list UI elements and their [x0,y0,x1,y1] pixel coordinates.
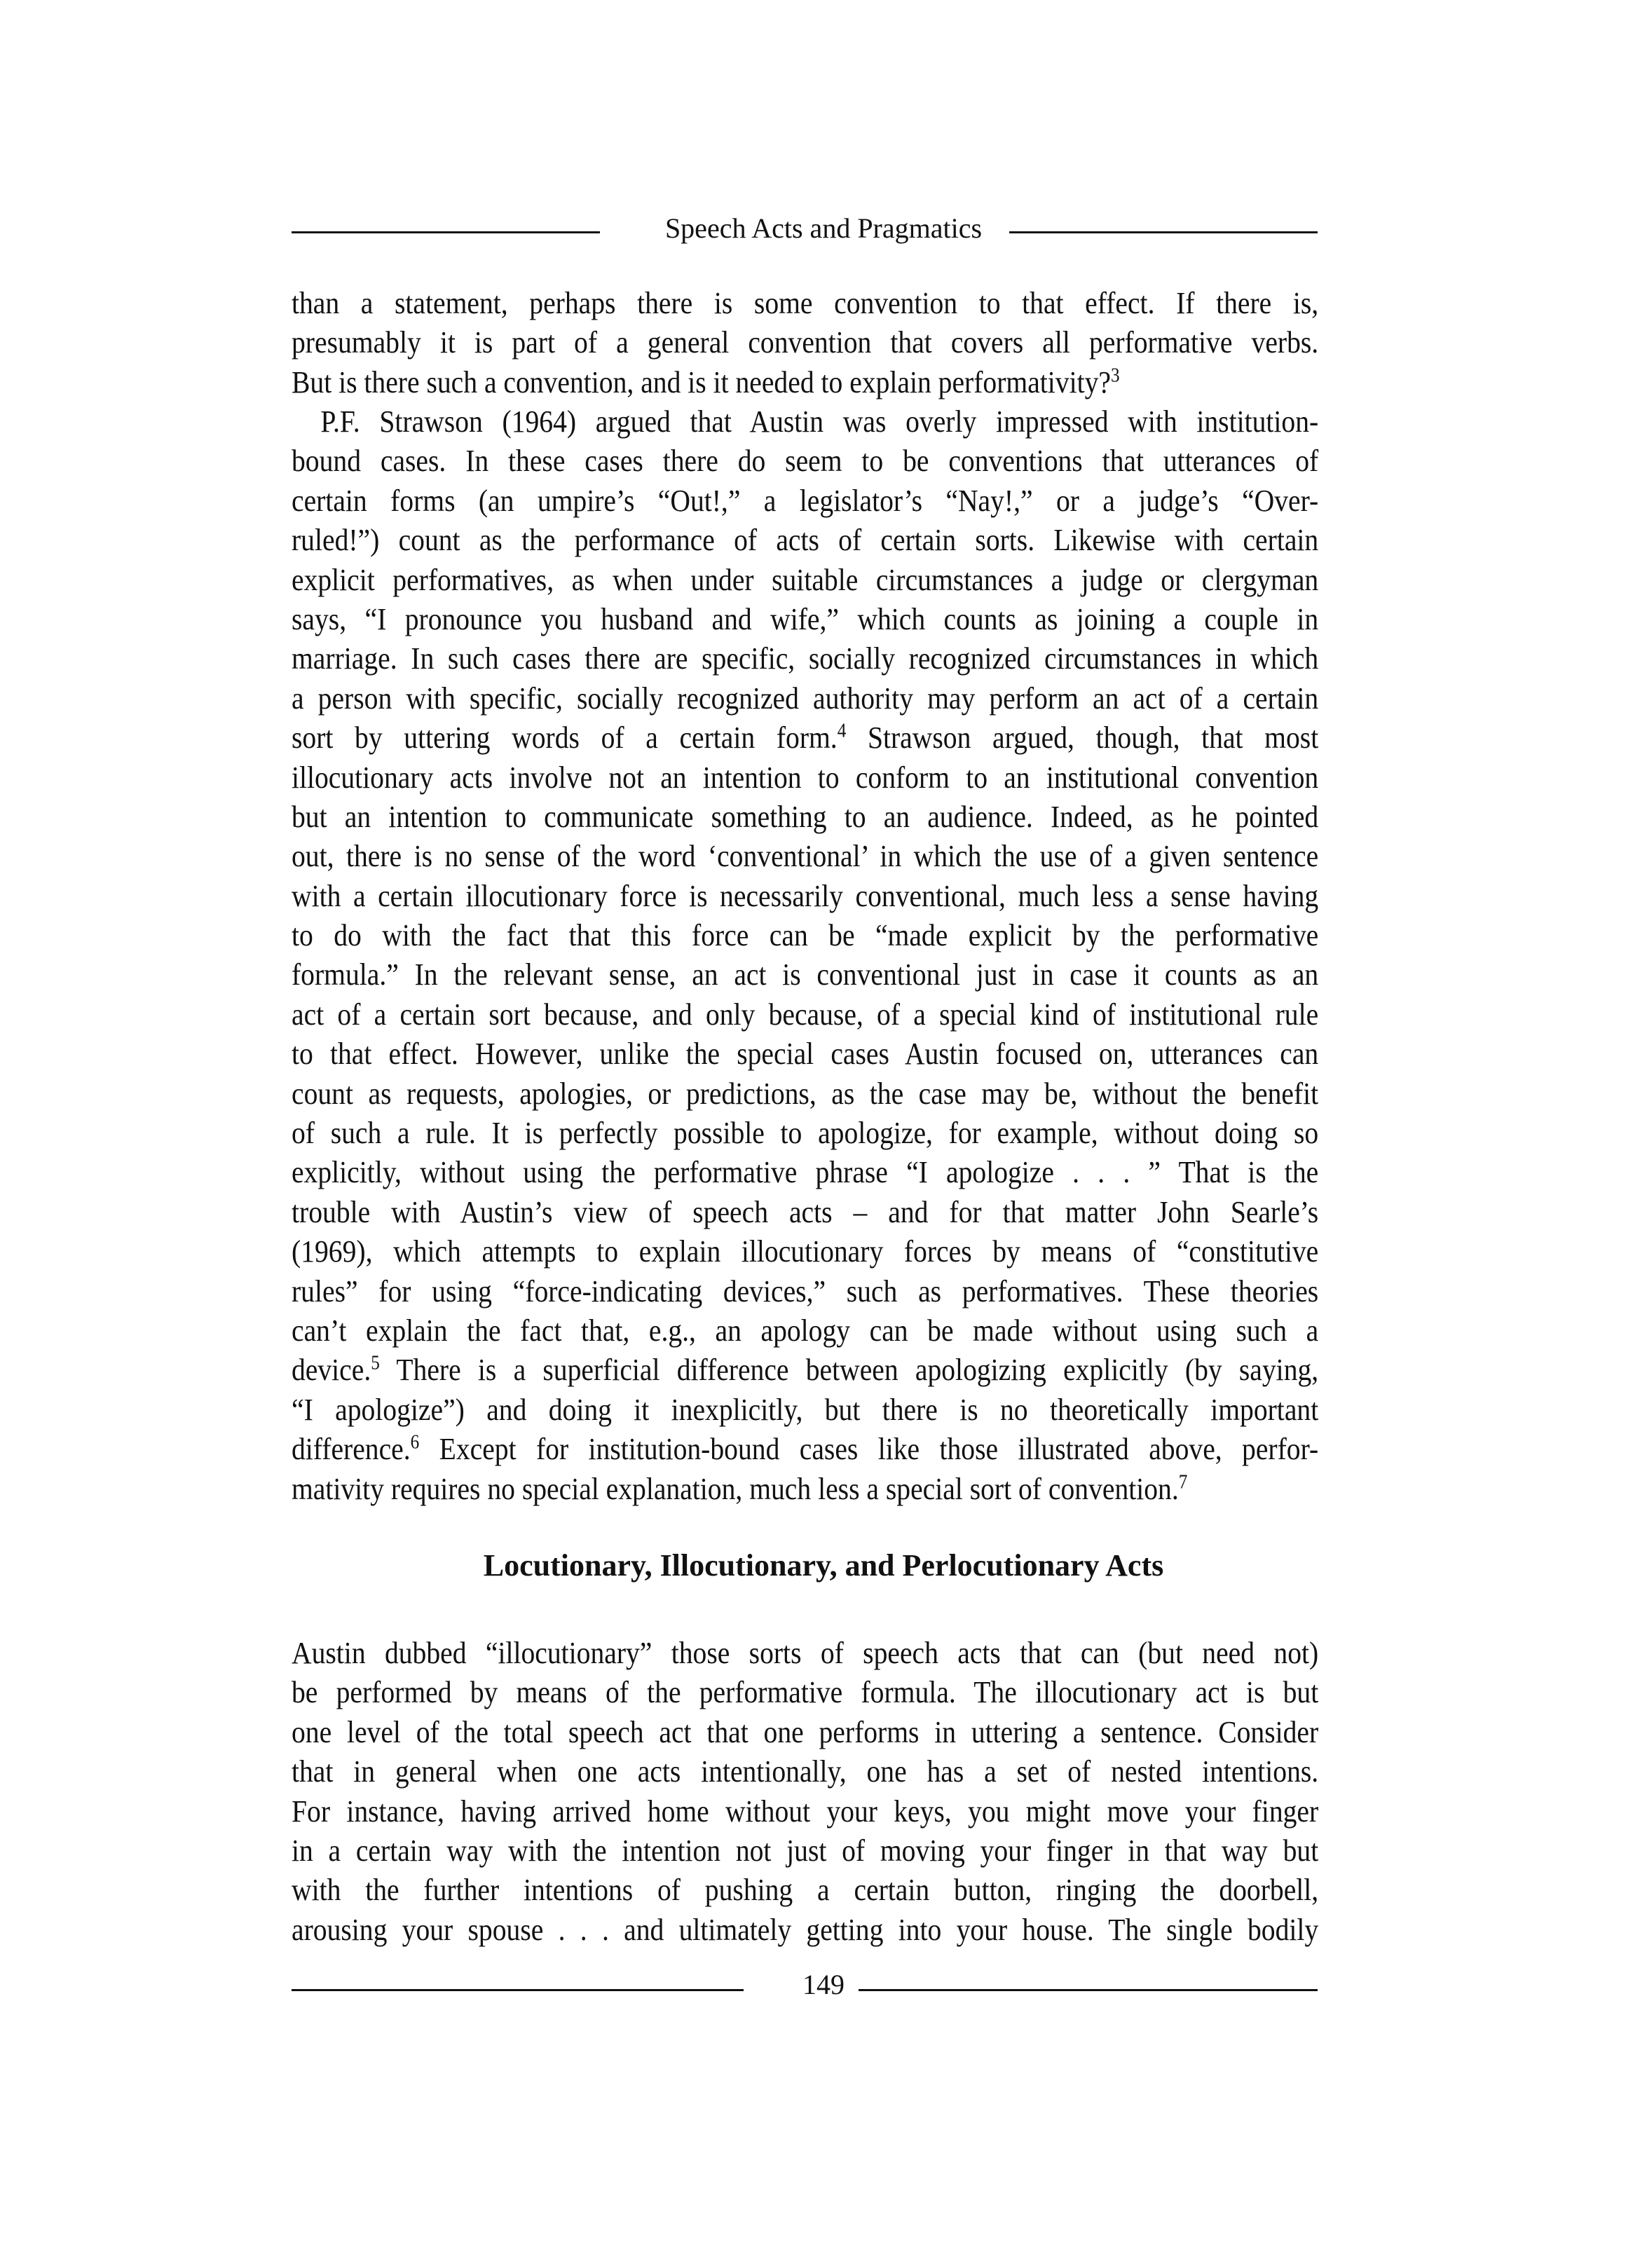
text-run: in a certain way with the intention not just of moving your finger in that way but [292,1833,1319,1868]
text-line [292,877,1318,916]
text-run: with the further intentions of pushing a certain button, ringing the doorbell, [292,1873,1319,1908]
running-head-rule-right [1009,231,1318,233]
text-run: a person with specific, socially recognized authority may perform an act of a certain [292,681,1319,716]
paragraph-2 [292,402,1318,1509]
text-run: Strawson argued, though, that most [846,720,1319,756]
text-line [292,1831,1318,1871]
text-line [292,1911,1318,1950]
text-line [292,1430,1318,1469]
text-line [292,1391,1318,1430]
running-head: Speech Acts and Pragmatics [664,212,983,244]
paragraph-3 [292,1634,1318,1950]
text-line [292,1311,1318,1351]
section-heading: Locutionary, Illocutionary, and Perlocutionary Acts [483,1548,1164,1583]
text-run: of such a rule. It is perfectly possible to apologize, for example, without doing so [292,1116,1319,1151]
text-line [292,284,1318,323]
text-run: Except for institution-bound cases like those illustrated above, perfor- [419,1432,1319,1467]
text-line [292,758,1318,798]
text-line [292,442,1318,481]
text-run: to do with the fact that this force can be “made explicit by the performative [292,918,1319,953]
text-run: mativity requires no special explanation, much less a special sort of convention. [292,1471,1179,1506]
text-run: than a statement, perhaps there is some convention to that effect. If there is, [292,286,1319,320]
text-line [292,1792,1318,1831]
text-line [292,561,1318,600]
text-line [292,837,1318,876]
text-line [292,1034,1318,1074]
text-line [292,1634,1318,1673]
text-line [292,916,1318,955]
footnote-marker: 6 [410,1431,420,1454]
text-run: can’t explain the fact that, e.g., an apology can be made without using such a [292,1313,1319,1348]
text-run: that in general when one acts intentionally, one has a set of nested intentions. [292,1754,1319,1789]
text-line [292,1114,1318,1153]
footnote-marker: 4 [837,720,847,742]
footnote-marker: 7 [1178,1471,1188,1494]
text-run: There is a superficial difference between apologizing explicitly (by saying, [379,1353,1319,1388]
text-run: out, there is no sense of the word ‘conventional’ in which the use of a given sentence [292,839,1319,874]
text-line [292,718,1318,758]
text-run: (1969), which attempts to explain illocutionary forces by means of “constitutive [292,1234,1319,1269]
paragraph-1 [292,284,1318,402]
footnote-marker: 5 [371,1352,380,1374]
text-line [292,639,1318,678]
text-line [292,1871,1318,1910]
text-run: presumably it is part of a general convention that covers all performative verbs. [292,325,1319,360]
text-line [292,1074,1318,1114]
text-run: to that effect. However, unlike the special cases Austin focused on, utterances can [292,1037,1319,1072]
text-run: be performed by means of the performative formula. The illocutionary act is but [292,1675,1319,1710]
text-line [292,600,1318,639]
text-run: Austin dubbed “illocutionary” those sorts of speech acts that can (but need not) [292,1636,1319,1670]
text-run: sort by uttering words of a certain form. [292,720,838,756]
text-run: but an intention to communicate something to an audience. Indeed, as he pointed [292,799,1319,834]
text-run: But is there such a convention, and is it needed to explain performativity? [292,364,1111,399]
text-run: trouble with Austin’s view of speech acts – and for that matter John Searle’s [292,1194,1319,1229]
text-run: rules” for using “force-indicating devices,” such as performatives. These theories [292,1273,1319,1309]
text-run: P.F. Strawson (1964) argued that Austin was overly impressed with institution- [320,404,1319,439]
text-line [292,955,1318,995]
text-line [292,363,1318,402]
folio-rule-right [859,1989,1318,1991]
text-line [292,995,1318,1034]
text-line [292,402,1318,442]
text-run: says, “I pronounce you husband and wife,” which counts as joining a couple in [292,601,1319,636]
text-run: explicitly, without using the performative phrase “I apologize . . . ” That is the [292,1155,1319,1190]
text-run: ruled!”) count as the performance of acts of certain sorts. Likewise with certain [292,523,1319,558]
text-run: count as requests, apologies, or predictions, as the case may be, without the benefit [292,1076,1319,1111]
page-number: 149 [802,1969,845,2000]
text-line [292,1470,1318,1509]
text-run: device. [292,1353,371,1388]
footnote-marker: 3 [1110,364,1120,387]
text-run: certain forms (an umpire’s “Out!,” a legislator’s “Nay!,” or a judge’s “Over- [292,483,1319,518]
text-line [292,1193,1318,1232]
text-run: For instance, having arrived home without your keys, you might move your finger [292,1794,1319,1829]
text-run: act of a certain sort because, and only because, of a special kind of institutional rule [292,997,1319,1032]
text-line [292,521,1318,560]
text-line [292,798,1318,837]
text-line [292,1752,1318,1791]
text-run: “I apologize”) and doing it inexplicitly, but there is no theoretically important [292,1392,1319,1427]
text-run: difference. [292,1432,411,1467]
text-line [292,1351,1318,1390]
text-run: illocutionary acts involve not an intention to conform to an institutional convention [292,760,1319,795]
text-line [292,1673,1318,1712]
text-run: marriage. In such cases there are specific, socially recognized circumstances in which [292,641,1319,676]
text-run: arousing your spouse . . . and ultimately getting into your house. The single bodily [292,1912,1319,1947]
text-run: formula.” In the relevant sense, an act is conventional just in case it counts as an [292,957,1319,992]
text-line [292,1153,1318,1192]
text-line [292,1272,1318,1311]
text-run: with a certain illocutionary force is necessarily conventional, much less a sense having [292,878,1319,913]
text-line [292,481,1318,521]
text-line [292,323,1318,362]
text-run: explicit performatives, as when under suitable circumstances a judge or clergyman [292,562,1319,597]
text-line [292,679,1318,718]
text-run: bound cases. In these cases there do seem to be conventions that utterances of [292,444,1319,479]
text-line [292,1232,1318,1271]
text-run: one level of the total speech act that one performs in uttering a sentence. Consider [292,1714,1319,1749]
text-line [292,1713,1318,1752]
